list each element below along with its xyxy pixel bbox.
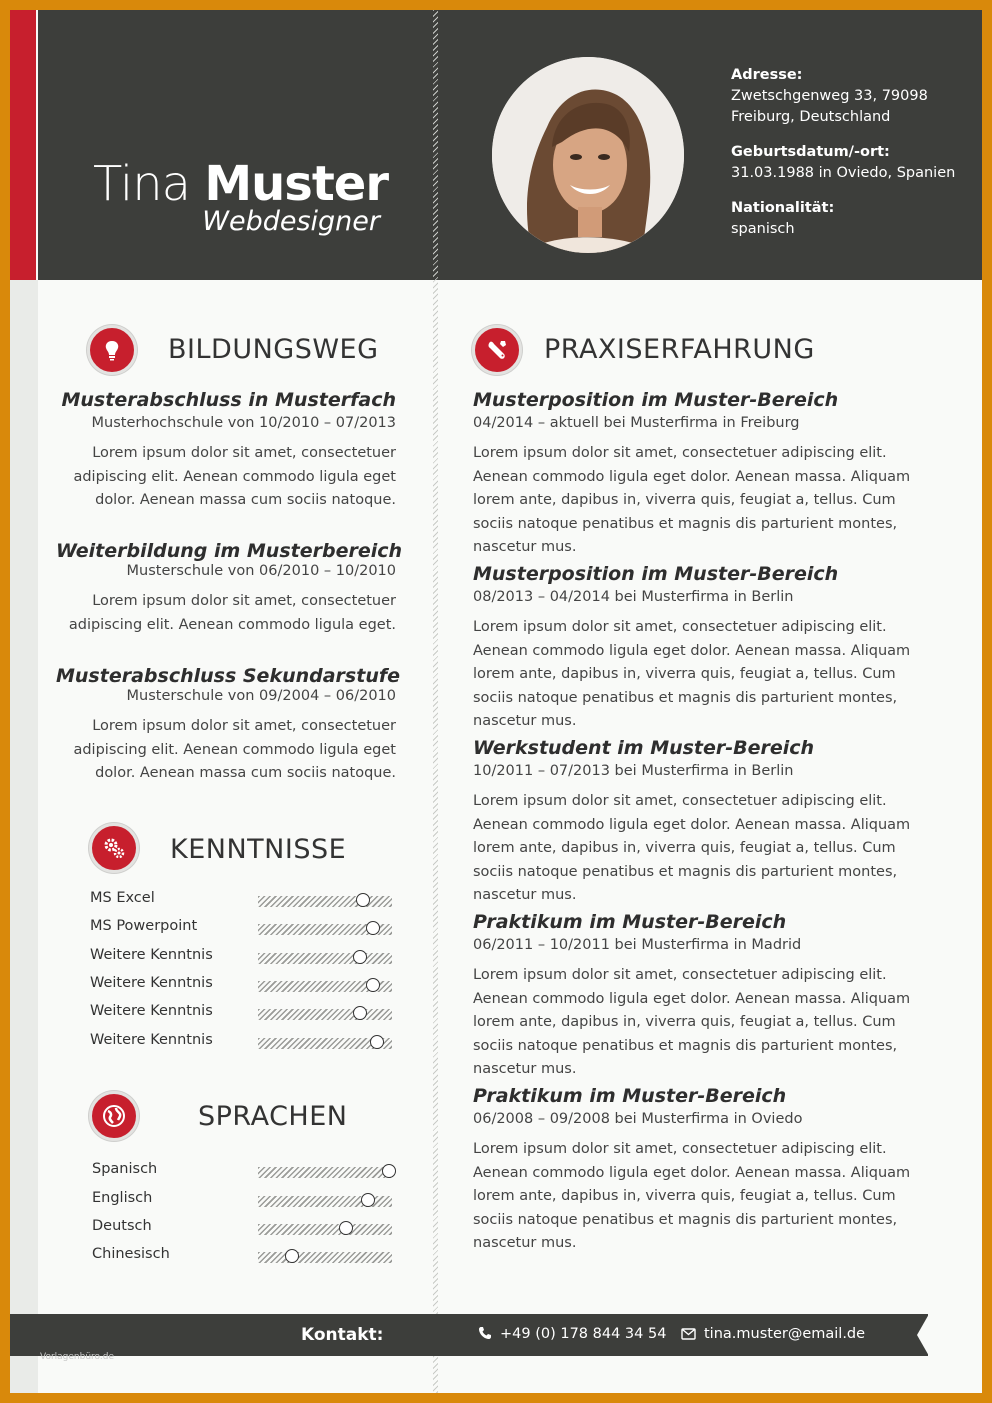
cv-page bbox=[10, 10, 982, 1393]
education-item-title: Musterabschluss Sekundarstufe bbox=[56, 665, 400, 687]
phone-number: +49 (0) 178 844 34 54 bbox=[500, 1326, 667, 1342]
lightbulb-icon bbox=[87, 325, 137, 375]
phone-icon bbox=[478, 1326, 492, 1340]
language-label: Spanisch bbox=[92, 1161, 158, 1177]
education-item-desc: Lorem ipsum dolor sit amet, consectetuer adipiscing elit. Aenean commodo ligula eget. bbox=[68, 593, 396, 633]
education-item-sub: Musterhochschule von 10/2010 – 07/2013 bbox=[91, 415, 396, 431]
full-name bbox=[93, 156, 388, 212]
contact-phone[interactable] bbox=[478, 1326, 666, 1342]
skill-bar bbox=[258, 981, 392, 992]
skill-row bbox=[90, 947, 395, 969]
education-item-title: Musterabschluss in Musterfach bbox=[61, 389, 396, 411]
skill-knob bbox=[353, 950, 367, 964]
left-strip bbox=[10, 280, 38, 1393]
job-title-text: Praktikum im Muster-Bereich bbox=[473, 911, 787, 933]
language-bar bbox=[258, 1196, 392, 1207]
language-knob bbox=[382, 1164, 396, 1178]
skill-knob bbox=[353, 1006, 367, 1020]
job-item bbox=[473, 1085, 933, 1256]
job-title-text: Musterposition im Muster-Bereich bbox=[473, 389, 839, 411]
skill-knob bbox=[366, 978, 380, 992]
skill-row bbox=[90, 975, 395, 997]
skills-title: KENNTNISSE bbox=[170, 834, 347, 865]
job-desc: Lorem ipsum dolor sit amet, consectetuer adipiscing elit. Aenean commodo ligula eget dolor. Aenean massa. Aliquam lorem ante, dapibus in, viverra quis, feugiat a, tellus. Cum sociis natoque penatibus et magnis dis parturient montes, nascetur mus. bbox=[473, 619, 911, 729]
accent-bar bbox=[10, 10, 36, 280]
language-row bbox=[92, 1218, 397, 1240]
skill-bar bbox=[258, 953, 392, 964]
education-title: BILDUNGSWEG bbox=[168, 334, 379, 365]
skill-knob bbox=[366, 921, 380, 935]
language-label: Englisch bbox=[92, 1190, 153, 1206]
language-row bbox=[92, 1190, 397, 1212]
info-label: Geburtsdatum/-ort: bbox=[731, 144, 890, 160]
job-item bbox=[473, 563, 933, 734]
watermark: Vorlagenbüro.de bbox=[40, 1352, 115, 1362]
contact-label: Kontakt: bbox=[301, 1325, 384, 1345]
language-row bbox=[92, 1161, 397, 1183]
globe-icon bbox=[89, 1091, 139, 1141]
ribbon-notch bbox=[917, 1314, 929, 1356]
info-address bbox=[731, 65, 955, 128]
contact-footer bbox=[10, 1314, 928, 1356]
info-birth bbox=[731, 142, 955, 184]
job-desc: Lorem ipsum dolor sit amet, consectetuer adipiscing elit. Aenean commodo ligula eget dolor. Aenean massa. Aliquam lorem ante, dapibus in, viverra quis, feugiat a, tellus. Cum sociis natoque penatibus et magnis dis parturient montes, nascetur mus. bbox=[473, 793, 911, 903]
job-sub: 06/2011 – 10/2011 bei Musterfirma in Madrid bbox=[473, 937, 802, 953]
job-sub: 08/2013 – 04/2014 bei Musterfirma in Berlin bbox=[473, 589, 794, 605]
language-knob bbox=[361, 1193, 375, 1207]
job-title-text: Praktikum im Muster-Bereich bbox=[473, 1085, 787, 1107]
personal-info bbox=[731, 65, 955, 254]
contact-email[interactable] bbox=[681, 1326, 865, 1342]
skill-bar bbox=[258, 1009, 392, 1020]
language-bar bbox=[258, 1224, 392, 1235]
education-item-title: Weiterbildung im Musterbereich bbox=[56, 540, 403, 562]
info-nationality bbox=[731, 198, 955, 240]
job-sub: 10/2011 – 07/2013 bei Musterfirma in Berlin bbox=[473, 763, 794, 779]
language-label: Deutsch bbox=[92, 1218, 152, 1234]
job-desc: Lorem ipsum dolor sit amet, consectetuer adipiscing elit. Aenean commodo ligula eget dolor. Aenean massa. Aliquam lorem ante, dapibus in, viverra quis, feugiat a, tellus. Cum sociis natoque penatibus et magnis dis parturient montes, nascetur mus. bbox=[473, 445, 911, 555]
education-item bbox=[56, 540, 403, 637]
languages-title: SPRACHEN bbox=[198, 1101, 348, 1132]
profile-photo bbox=[492, 57, 684, 253]
info-label: Nationalität: bbox=[731, 200, 835, 216]
info-label: Adresse: bbox=[731, 67, 803, 83]
gears-icon bbox=[89, 823, 139, 873]
skill-bar bbox=[258, 924, 392, 935]
language-bar bbox=[258, 1252, 392, 1263]
skill-row bbox=[90, 1032, 395, 1054]
job-item bbox=[473, 911, 933, 1082]
skill-label: Weitere Kenntnis bbox=[90, 947, 213, 963]
skill-row bbox=[90, 918, 395, 940]
wrench-icon bbox=[472, 325, 522, 375]
column-divider bbox=[433, 10, 438, 1393]
experience-title: PRAXISERFAHRUNG bbox=[544, 334, 815, 365]
skill-bar bbox=[258, 896, 392, 907]
language-knob bbox=[339, 1221, 353, 1235]
education-item-sub: Musterschule von 06/2010 – 10/2010 bbox=[126, 563, 396, 579]
email-address: tina.muster@email.de bbox=[704, 1326, 866, 1342]
skill-label: Weitere Kenntnis bbox=[90, 1032, 213, 1048]
job-title-text: Werkstudent im Muster-Bereich bbox=[473, 737, 815, 759]
skill-label: Weitere Kenntnis bbox=[90, 975, 213, 991]
skill-row bbox=[90, 890, 395, 912]
job-sub: 04/2014 – aktuell bei Musterfirma in Freiburg bbox=[473, 415, 800, 431]
skill-row bbox=[90, 1003, 395, 1025]
language-row bbox=[92, 1246, 397, 1268]
skill-label: Weitere Kenntnis bbox=[90, 1003, 213, 1019]
info-value: Zwetschgenweg 33, 79098 bbox=[731, 88, 928, 104]
language-knob bbox=[285, 1249, 299, 1263]
skill-bar bbox=[258, 1038, 392, 1049]
language-label: Chinesisch bbox=[92, 1246, 170, 1262]
info-value: spanisch bbox=[731, 221, 795, 237]
skill-label: MS Excel bbox=[90, 890, 155, 906]
education-item bbox=[56, 665, 400, 786]
job-sub: 06/2008 – 09/2008 bei Musterfirma in Oviedo bbox=[473, 1111, 803, 1127]
skill-knob bbox=[370, 1035, 384, 1049]
education-item bbox=[56, 389, 396, 513]
skill-knob bbox=[356, 893, 370, 907]
envelope-icon bbox=[681, 1328, 696, 1340]
job-title-text: Musterposition im Muster-Bereich bbox=[473, 563, 839, 585]
language-bar bbox=[258, 1167, 392, 1178]
job-desc: Lorem ipsum dolor sit amet, consectetuer adipiscing elit. Aenean commodo ligula eget dolor. Aenean massa. Aliquam lorem ante, dapibus in, viverra quis, feugiat a, tellus. Cum sociis natoque penatibus et magnis dis parturient montes, nascetur mus. bbox=[473, 967, 911, 1077]
job-desc: Lorem ipsum dolor sit amet, consectetuer adipiscing elit. Aenean commodo ligula eget dolor. Aenean massa. Aliquam lorem ante, dapibus in, viverra quis, feugiat a, tellus. Cum sociis natoque penatibus et magnis dis parturient montes, nascetur mus. bbox=[473, 1141, 911, 1251]
info-value: 31.03.1988 in Oviedo, Spanien bbox=[731, 165, 956, 181]
skill-label: MS Powerpoint bbox=[90, 918, 198, 934]
education-item-desc: Lorem ipsum dolor sit amet, consectetuer adipiscing elit. Aenean commodo ligula eget dolor. Aenean massa cum sociis natoque. bbox=[73, 718, 396, 781]
education-item-desc: Lorem ipsum dolor sit amet, consectetuer adipiscing elit. Aenean commodo ligula eget dolor. Aenean massa cum sociis natoque. bbox=[73, 445, 396, 508]
job-title: Webdesigner bbox=[202, 206, 380, 237]
last-name: Muster bbox=[204, 156, 388, 212]
job-item bbox=[473, 737, 933, 908]
job-item bbox=[473, 389, 933, 560]
first-name: Tina bbox=[93, 156, 191, 212]
info-value: Freiburg, Deutschland bbox=[731, 109, 891, 125]
education-item-sub: Musterschule von 09/2004 – 06/2010 bbox=[126, 688, 396, 704]
